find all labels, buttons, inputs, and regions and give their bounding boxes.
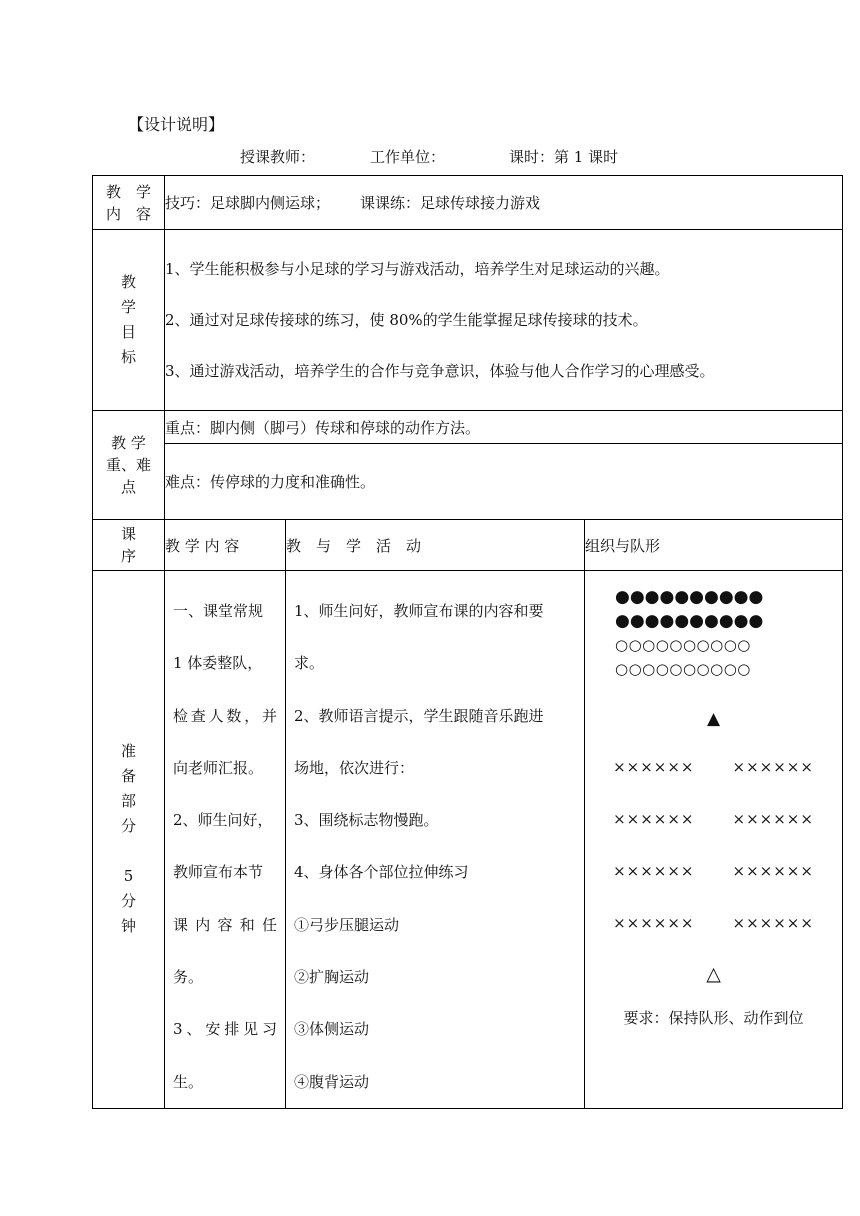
label-line: 备 [120,767,136,786]
label-line: 教 学 [105,182,151,201]
teacher-triangle-icon: ▲ [706,709,721,729]
goal-item: 2、通过对足球传接球的练习，使 80%的学生能掌握足球传接球的技术。 [165,310,648,329]
activity-line: 4、身体各个部位拉伸练习 [294,863,469,882]
difficult-point-text: 难点：传停球的力度和准确性。 [165,444,843,520]
hollow-circle-row: ○○○○○○○○○○ [615,636,751,654]
label-line: 标 [120,348,136,366]
x-group: ×××××× [613,914,695,932]
activity-line: 2、教师语言提示，学生跟随音乐跑进 [294,706,544,725]
content-line: 向老师汇报。 [173,758,264,777]
section-header-row [93,520,843,571]
label-line: 部 [120,792,136,811]
x-group: ×××××× [732,810,814,828]
content-row-text [165,176,843,230]
prep-content [165,571,286,1109]
label-line: 教 学 [111,434,146,452]
goals-list [165,230,843,411]
content-line: 务。 [173,968,204,987]
goal-item: 1、学生能积极参与小足球的学习与游戏活动，培养学生对足球运动的兴趣。 [165,259,670,278]
content-line: 课内容和任 [173,915,277,934]
practice-text: 课课练：足球传球接力游戏 [360,194,541,212]
formation-header: 组织与队形 [585,520,843,571]
x-group: ×××××× [613,758,695,776]
label-line: 内 容 [105,204,151,223]
label-line: 钟 [120,917,136,936]
x-group: ×××××× [613,810,695,828]
student-x-row [585,809,842,829]
x-group: ×××××× [732,914,814,932]
label-line: 5 [123,867,134,886]
goals-row [93,230,843,411]
x-group: ×××××× [732,758,814,776]
content-row-label [93,176,165,230]
label-spacer [93,839,164,864]
goal-item: 3、通过游戏活动，培养学生的合作与竞争意识，体验与他人合作学习的心理感受。 [165,361,715,380]
content-line: 1 体委整队， [173,654,263,673]
activity-line: ④腹背运动 [294,1072,370,1091]
formation-diagram [585,571,843,1109]
x-group: ×××××× [732,862,814,880]
activity-line: 求。 [294,654,325,673]
prep-activities [286,571,585,1109]
content-header: 教 学 内 容 [165,520,286,571]
skill-text: 技巧：足球脚内侧运球； [165,194,331,212]
label-line: 课 [120,525,136,543]
key-point-row [93,411,843,444]
content-line: 2、师生问好， [173,811,273,830]
unit-label: 工作单位： [370,148,446,166]
formation-requirement: 要求：保持队形、动作到位 [623,1009,804,1027]
hollow-triangle-icon: △ [706,963,721,985]
x-group: ×××××× [613,862,695,880]
preparation-row [93,571,843,1109]
label-line: 目 [120,323,136,341]
label-line: 序 [120,547,136,565]
activity-line: 1、师生问好，教师宣布课的内容和要 [294,602,544,620]
activity-line: 3、围绕标志物慢跑。 [294,811,439,830]
label-line: 重、难 [105,456,151,474]
content-line: 一、课堂常规 [173,602,264,620]
label-line: 分 [120,817,136,836]
solid-circle-row: ●●●●●●●●●● [615,611,764,631]
period-label: 课时：第 1 课时 [509,148,619,166]
label-line: 分 [120,892,136,911]
page-heading: 【设计说明】 [128,115,225,134]
teacher-label: 授课教师： [240,148,316,166]
solid-circle-row: ●●●●●●●●●● [615,587,764,607]
content-row [93,176,843,230]
label-line: 学 [120,298,136,316]
label-line: 教 [120,273,136,291]
activity-line: ③体侧运动 [294,1020,370,1039]
content-line: 教师宣布本节 [173,863,264,882]
difficult-point-row [93,444,843,520]
activity-line: ①弓步压腿运动 [294,915,400,934]
student-x-row [585,861,842,881]
hollow-circle-row: ○○○○○○○○○○ [615,660,751,678]
lesson-plan-table [92,175,843,1109]
keypoints-row-label [93,411,165,520]
activity-header: 教 与 学 活 动 [286,520,585,571]
goals-row-label [93,230,165,411]
content-line: 3、安排见习 [173,1020,277,1039]
label-line: 准 [120,742,136,761]
sequence-header [93,520,165,571]
student-x-row [585,913,842,933]
student-x-row [585,757,842,777]
key-point-text: 重点：脚内侧（脚弓）传球和停球的动作方法。 [165,411,843,444]
activity-line: 场地，依次进行： [294,758,415,777]
label-line: 点 [120,478,136,496]
content-line: 生。 [173,1072,204,1091]
content-line: 检查人数，并 [173,706,277,725]
prep-label [93,571,165,1109]
activity-line: ②扩胸运动 [294,968,370,987]
